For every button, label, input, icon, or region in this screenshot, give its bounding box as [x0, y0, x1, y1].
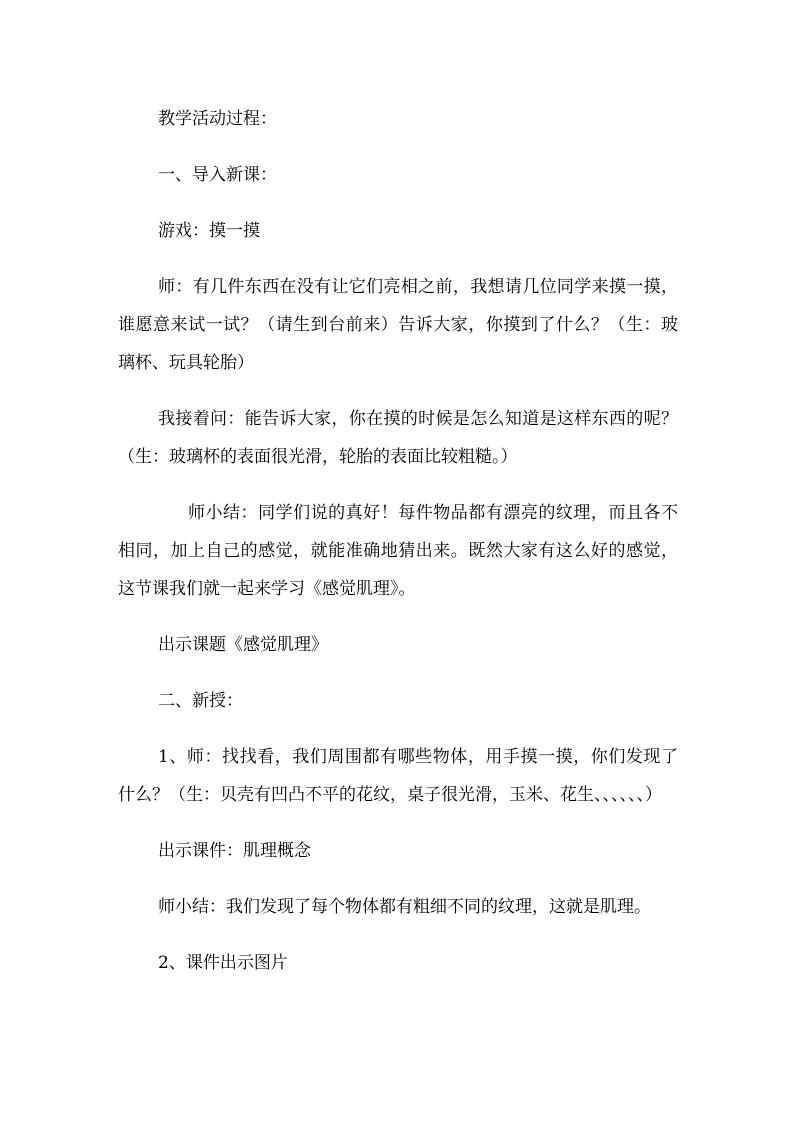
paragraph-teacher-question: 师：有几件东西在没有让它们亮相之前，我想请几位同学来摸一摸，谁愿意来试一试？（请生到台前来）告诉大家，你摸到了什么？（生：玻璃杯、玩具轮胎）	[118, 277, 678, 373]
paragraph-step-one: 1、师：找找看，我们周围都有哪些物体，用手摸一摸，你们发现了什么？（生：贝壳有凹凸不平的花纹，桌子很光滑，玉米、花生、、、、、、）	[118, 747, 678, 805]
paragraph-teacher-summary: 师小结：同学们说的真好！每件物品都有漂亮的纹理，而且各不相同，加上自己的感觉，就能准确地猜出来。既然大家有这么好的感觉，这节课我们就一起来学习《感觉肌理》。	[118, 503, 678, 599]
game-title: 游戏：摸一摸	[158, 221, 260, 241]
paragraph-follow-up-question: 我接着问：能告诉大家，你在摸的时候是怎么知道是这样东西的呢？（生：玻璃杯的表面很光滑，轮胎的表面比较粗糙。）	[118, 409, 678, 467]
section-heading-new-lesson: 二、新授：	[158, 691, 243, 711]
paragraph-texture-summary: 师小结：我们发现了每个物体都有粗细不同的纹理，这就是肌理。	[158, 897, 651, 917]
paragraph-show-title: 出示课题《感觉肌理》	[158, 635, 328, 655]
paragraph-courseware-concept: 出示课件：肌理概念	[158, 841, 311, 861]
heading-teaching-process: 教学活动过程：	[158, 109, 277, 129]
document-body	[118, 100, 678, 982]
paragraph-step-two: 2、课件出示图片	[158, 953, 288, 973]
section-heading-intro: 一、导入新课：	[158, 165, 277, 185]
